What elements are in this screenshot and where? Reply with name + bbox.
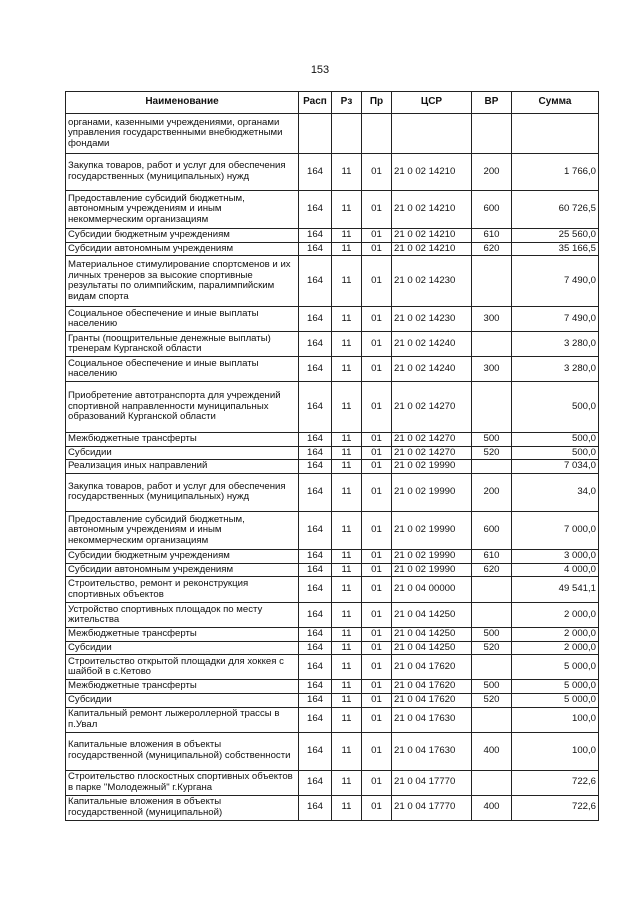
cell-sum: 5 000,0	[512, 693, 599, 707]
cell-vr: 610	[472, 229, 512, 243]
cell-name: Социальное обеспечение и иные выплаты населению	[66, 307, 299, 332]
cell-csr: 21 0 04 17770	[392, 795, 472, 820]
cell-vr: 300	[472, 307, 512, 332]
cell-name: Капитальные вложения в объекты государственной (муниципальной)	[66, 795, 299, 820]
cell-vr: 620	[472, 563, 512, 577]
cell-pr	[362, 114, 392, 154]
cell-rasp: 164	[299, 770, 332, 795]
cell-name: Приобретение автотранспорта для учреждений спортивной направленности муниципальных образований Курганской области	[66, 382, 299, 433]
cell-pr: 01	[362, 549, 392, 563]
cell-rasp: 164	[299, 307, 332, 332]
cell-pr: 01	[362, 229, 392, 243]
cell-vr	[472, 655, 512, 680]
table-row	[66, 563, 599, 577]
cell-pr: 01	[362, 795, 392, 820]
cell-name: Закупка товаров, работ и услуг для обеспечения государственных (муниципальных) нужд	[66, 473, 299, 511]
cell-name: Гранты (поощрительные денежные выплаты) тренерам Курганской области	[66, 332, 299, 357]
table-header-row	[66, 92, 599, 114]
cell-rasp	[299, 114, 332, 154]
cell-pr: 01	[362, 446, 392, 460]
cell-name: Строительство, ремонт и реконструкция спортивных объектов	[66, 577, 299, 603]
cell-rasp: 164	[299, 549, 332, 563]
cell-rz: 11	[332, 732, 362, 770]
cell-pr: 01	[362, 707, 392, 732]
cell-csr: 21 0 04 17620	[392, 680, 472, 694]
cell-name: Социальное обеспечение и иные выплаты населению	[66, 357, 299, 382]
cell-csr: 21 0 04 17630	[392, 732, 472, 770]
cell-rz: 11	[332, 511, 362, 549]
cell-pr: 01	[362, 693, 392, 707]
cell-rz: 11	[332, 460, 362, 474]
table-row	[66, 795, 599, 820]
cell-csr: 21 0 04 00000	[392, 577, 472, 603]
cell-name: Предоставление субсидий бюджетным, автономным учреждениям и иным некоммерческим организациям	[66, 191, 299, 229]
cell-pr: 01	[362, 332, 392, 357]
cell-rasp: 164	[299, 628, 332, 642]
cell-sum: 722,6	[512, 770, 599, 795]
cell-rasp: 164	[299, 242, 332, 256]
cell-pr: 01	[362, 655, 392, 680]
table-row	[66, 511, 599, 549]
cell-vr	[472, 332, 512, 357]
cell-name: Капитальные вложения в объекты государственной (муниципальной) собственности	[66, 732, 299, 770]
table-row	[66, 357, 599, 382]
cell-csr: 21 0 02 14240	[392, 332, 472, 357]
cell-rz: 11	[332, 641, 362, 655]
cell-rz: 11	[332, 191, 362, 229]
table-row	[66, 693, 599, 707]
cell-csr: 21 0 04 14250	[392, 603, 472, 628]
cell-csr: 21 0 04 14250	[392, 628, 472, 642]
cell-csr: 21 0 04 17620	[392, 693, 472, 707]
cell-vr: 200	[472, 154, 512, 191]
cell-vr: 400	[472, 732, 512, 770]
cell-rasp: 164	[299, 357, 332, 382]
cell-vr	[472, 577, 512, 603]
cell-vr: 620	[472, 242, 512, 256]
cell-pr: 01	[362, 191, 392, 229]
cell-rz: 11	[332, 770, 362, 795]
cell-name: Субсидии автономным учреждениям	[66, 242, 299, 256]
cell-vr: 520	[472, 641, 512, 655]
cell-sum: 3 280,0	[512, 357, 599, 382]
table-row	[66, 229, 599, 243]
cell-vr: 200	[472, 473, 512, 511]
cell-pr: 01	[362, 307, 392, 332]
cell-rasp: 164	[299, 707, 332, 732]
cell-sum: 500,0	[512, 382, 599, 433]
cell-rasp: 164	[299, 511, 332, 549]
cell-rasp: 164	[299, 795, 332, 820]
cell-name: Межбюджетные трансферты	[66, 628, 299, 642]
cell-vr: 600	[472, 511, 512, 549]
cell-rasp: 164	[299, 154, 332, 191]
cell-csr	[392, 114, 472, 154]
cell-name: Субсидии	[66, 641, 299, 655]
table-row	[66, 307, 599, 332]
cell-pr: 01	[362, 680, 392, 694]
cell-pr: 01	[362, 628, 392, 642]
cell-csr: 21 0 02 19990	[392, 549, 472, 563]
cell-vr: 500	[472, 628, 512, 642]
cell-name: Реализация иных направлений	[66, 460, 299, 474]
col-header-sum: Сумма	[512, 92, 599, 114]
table-row	[66, 577, 599, 603]
cell-rasp: 164	[299, 563, 332, 577]
cell-name: органами, казенными учреждениями, органами управления государственными внебюджетными фондами	[66, 114, 299, 154]
cell-rz: 11	[332, 332, 362, 357]
cell-rz: 11	[332, 433, 362, 447]
cell-rz: 11	[332, 577, 362, 603]
cell-csr: 21 0 02 14210	[392, 242, 472, 256]
cell-sum: 4 000,0	[512, 563, 599, 577]
cell-rz: 11	[332, 357, 362, 382]
cell-csr: 21 0 02 14230	[392, 307, 472, 332]
cell-vr: 500	[472, 680, 512, 694]
cell-rz: 11	[332, 229, 362, 243]
table-row	[66, 154, 599, 191]
cell-csr: 21 0 02 19990	[392, 563, 472, 577]
cell-vr	[472, 770, 512, 795]
table-row	[66, 191, 599, 229]
cell-csr: 21 0 02 14270	[392, 382, 472, 433]
cell-sum: 34,0	[512, 473, 599, 511]
cell-pr: 01	[362, 460, 392, 474]
cell-vr: 400	[472, 795, 512, 820]
cell-rasp: 164	[299, 460, 332, 474]
cell-sum: 7 490,0	[512, 256, 599, 307]
cell-rz	[332, 114, 362, 154]
cell-rasp: 164	[299, 256, 332, 307]
cell-pr: 01	[362, 154, 392, 191]
col-header-csr: ЦСР	[392, 92, 472, 114]
cell-name: Субсидии	[66, 693, 299, 707]
cell-pr: 01	[362, 511, 392, 549]
cell-rasp: 164	[299, 655, 332, 680]
cell-vr: 520	[472, 693, 512, 707]
cell-sum: 2 000,0	[512, 603, 599, 628]
table-row	[66, 114, 599, 154]
cell-rz: 11	[332, 549, 362, 563]
cell-csr: 21 0 02 14210	[392, 154, 472, 191]
cell-csr: 21 0 04 17620	[392, 655, 472, 680]
cell-sum: 722,6	[512, 795, 599, 820]
cell-vr	[472, 382, 512, 433]
table-row	[66, 332, 599, 357]
cell-rasp: 164	[299, 382, 332, 433]
cell-rz: 11	[332, 680, 362, 694]
table-row	[66, 603, 599, 628]
cell-pr: 01	[362, 382, 392, 433]
cell-csr: 21 0 04 14250	[392, 641, 472, 655]
cell-rasp: 164	[299, 446, 332, 460]
cell-pr: 01	[362, 603, 392, 628]
cell-sum: 2 000,0	[512, 628, 599, 642]
table-row	[66, 707, 599, 732]
cell-vr: 600	[472, 191, 512, 229]
cell-name: Строительство открытой площадки для хоккея с шайбой в с.Кетово	[66, 655, 299, 680]
cell-sum	[512, 114, 599, 154]
col-header-pr: Пр	[362, 92, 392, 114]
cell-rz: 11	[332, 655, 362, 680]
cell-vr: 610	[472, 549, 512, 563]
cell-sum: 35 166,5	[512, 242, 599, 256]
cell-rasp: 164	[299, 693, 332, 707]
table-row	[66, 473, 599, 511]
table-row	[66, 732, 599, 770]
cell-pr: 01	[362, 563, 392, 577]
cell-sum: 60 726,5	[512, 191, 599, 229]
cell-name: Межбюджетные трансферты	[66, 680, 299, 694]
cell-rasp: 164	[299, 473, 332, 511]
table-row	[66, 641, 599, 655]
cell-sum: 5 000,0	[512, 680, 599, 694]
cell-vr: 500	[472, 433, 512, 447]
cell-rz: 11	[332, 307, 362, 332]
cell-rasp: 164	[299, 732, 332, 770]
cell-rz: 11	[332, 693, 362, 707]
col-header-rz: Рз	[332, 92, 362, 114]
cell-rasp: 164	[299, 680, 332, 694]
cell-rasp: 164	[299, 332, 332, 357]
cell-vr: 520	[472, 446, 512, 460]
cell-sum: 7 490,0	[512, 307, 599, 332]
col-header-rasp: Расп	[299, 92, 332, 114]
cell-csr: 21 0 04 17770	[392, 770, 472, 795]
cell-vr	[472, 707, 512, 732]
cell-rz: 11	[332, 256, 362, 307]
cell-pr: 01	[362, 433, 392, 447]
cell-name: Субсидии автономным учреждениям	[66, 563, 299, 577]
cell-name: Субсидии бюджетным учреждениям	[66, 549, 299, 563]
cell-name: Субсидии бюджетным учреждениям	[66, 229, 299, 243]
cell-sum: 100,0	[512, 732, 599, 770]
cell-csr: 21 0 02 14270	[392, 433, 472, 447]
cell-csr: 21 0 02 14270	[392, 446, 472, 460]
table-row	[66, 628, 599, 642]
cell-pr: 01	[362, 770, 392, 795]
cell-csr: 21 0 02 14240	[392, 357, 472, 382]
cell-rz: 11	[332, 628, 362, 642]
table-row	[66, 549, 599, 563]
cell-sum: 500,0	[512, 433, 599, 447]
cell-name: Межбюджетные трансферты	[66, 433, 299, 447]
cell-rz: 11	[332, 795, 362, 820]
cell-rasp: 164	[299, 229, 332, 243]
table-row	[66, 433, 599, 447]
cell-sum: 3 280,0	[512, 332, 599, 357]
cell-rasp: 164	[299, 191, 332, 229]
cell-rz: 11	[332, 563, 362, 577]
cell-rasp: 164	[299, 641, 332, 655]
col-header-vr: ВР	[472, 92, 512, 114]
cell-pr: 01	[362, 256, 392, 307]
cell-name: Строительство плоскостных спортивных объектов в парке "Молодежный" г.Кургана	[66, 770, 299, 795]
table-body	[66, 114, 599, 821]
cell-name: Материальное стимулирование спортсменов и их личных тренеров за высокие спортивные результаты по олимпийским, паралимпийским видам спорта	[66, 256, 299, 307]
cell-sum: 500,0	[512, 446, 599, 460]
cell-csr: 21 0 02 19990	[392, 473, 472, 511]
cell-sum: 2 000,0	[512, 641, 599, 655]
cell-csr: 21 0 02 14210	[392, 191, 472, 229]
table-row	[66, 242, 599, 256]
cell-rasp: 164	[299, 603, 332, 628]
cell-csr: 21 0 02 14210	[392, 229, 472, 243]
cell-sum: 3 000,0	[512, 549, 599, 563]
table-row	[66, 256, 599, 307]
cell-vr	[472, 256, 512, 307]
cell-csr: 21 0 02 19990	[392, 460, 472, 474]
cell-sum: 100,0	[512, 707, 599, 732]
cell-name: Предоставление субсидий бюджетным, автономным учреждениям и иным некоммерческим организациям	[66, 511, 299, 549]
cell-rz: 11	[332, 242, 362, 256]
cell-vr	[472, 603, 512, 628]
cell-rz: 11	[332, 603, 362, 628]
cell-pr: 01	[362, 242, 392, 256]
cell-rasp: 164	[299, 577, 332, 603]
cell-sum: 1 766,0	[512, 154, 599, 191]
cell-sum: 5 000,0	[512, 655, 599, 680]
cell-csr: 21 0 04 17630	[392, 707, 472, 732]
table-row	[66, 446, 599, 460]
table-row	[66, 770, 599, 795]
cell-rasp: 164	[299, 433, 332, 447]
cell-csr: 21 0 02 14230	[392, 256, 472, 307]
cell-pr: 01	[362, 732, 392, 770]
cell-rz: 11	[332, 446, 362, 460]
table-row	[66, 655, 599, 680]
cell-sum: 49 541,1	[512, 577, 599, 603]
cell-sum: 7 034,0	[512, 460, 599, 474]
cell-name: Закупка товаров, работ и услуг для обеспечения государственных (муниципальных) нужд	[66, 154, 299, 191]
cell-csr: 21 0 02 19990	[392, 511, 472, 549]
budget-table	[65, 91, 599, 821]
cell-rz: 11	[332, 473, 362, 511]
cell-vr	[472, 460, 512, 474]
cell-sum: 25 560,0	[512, 229, 599, 243]
cell-name: Устройство спортивных площадок по месту жительства	[66, 603, 299, 628]
cell-pr: 01	[362, 357, 392, 382]
cell-rz: 11	[332, 707, 362, 732]
cell-name: Субсидии	[66, 446, 299, 460]
col-header-name: Наименование	[66, 92, 299, 114]
cell-pr: 01	[362, 577, 392, 603]
cell-vr	[472, 114, 512, 154]
table-row	[66, 680, 599, 694]
cell-name: Капитальный ремонт лыжероллерной трассы в п.Увал	[66, 707, 299, 732]
table-row	[66, 460, 599, 474]
cell-sum: 7 000,0	[512, 511, 599, 549]
cell-pr: 01	[362, 473, 392, 511]
cell-rz: 11	[332, 382, 362, 433]
cell-pr: 01	[362, 641, 392, 655]
cell-rz: 11	[332, 154, 362, 191]
cell-vr: 300	[472, 357, 512, 382]
table-row	[66, 382, 599, 433]
page-number: 153	[310, 64, 330, 76]
